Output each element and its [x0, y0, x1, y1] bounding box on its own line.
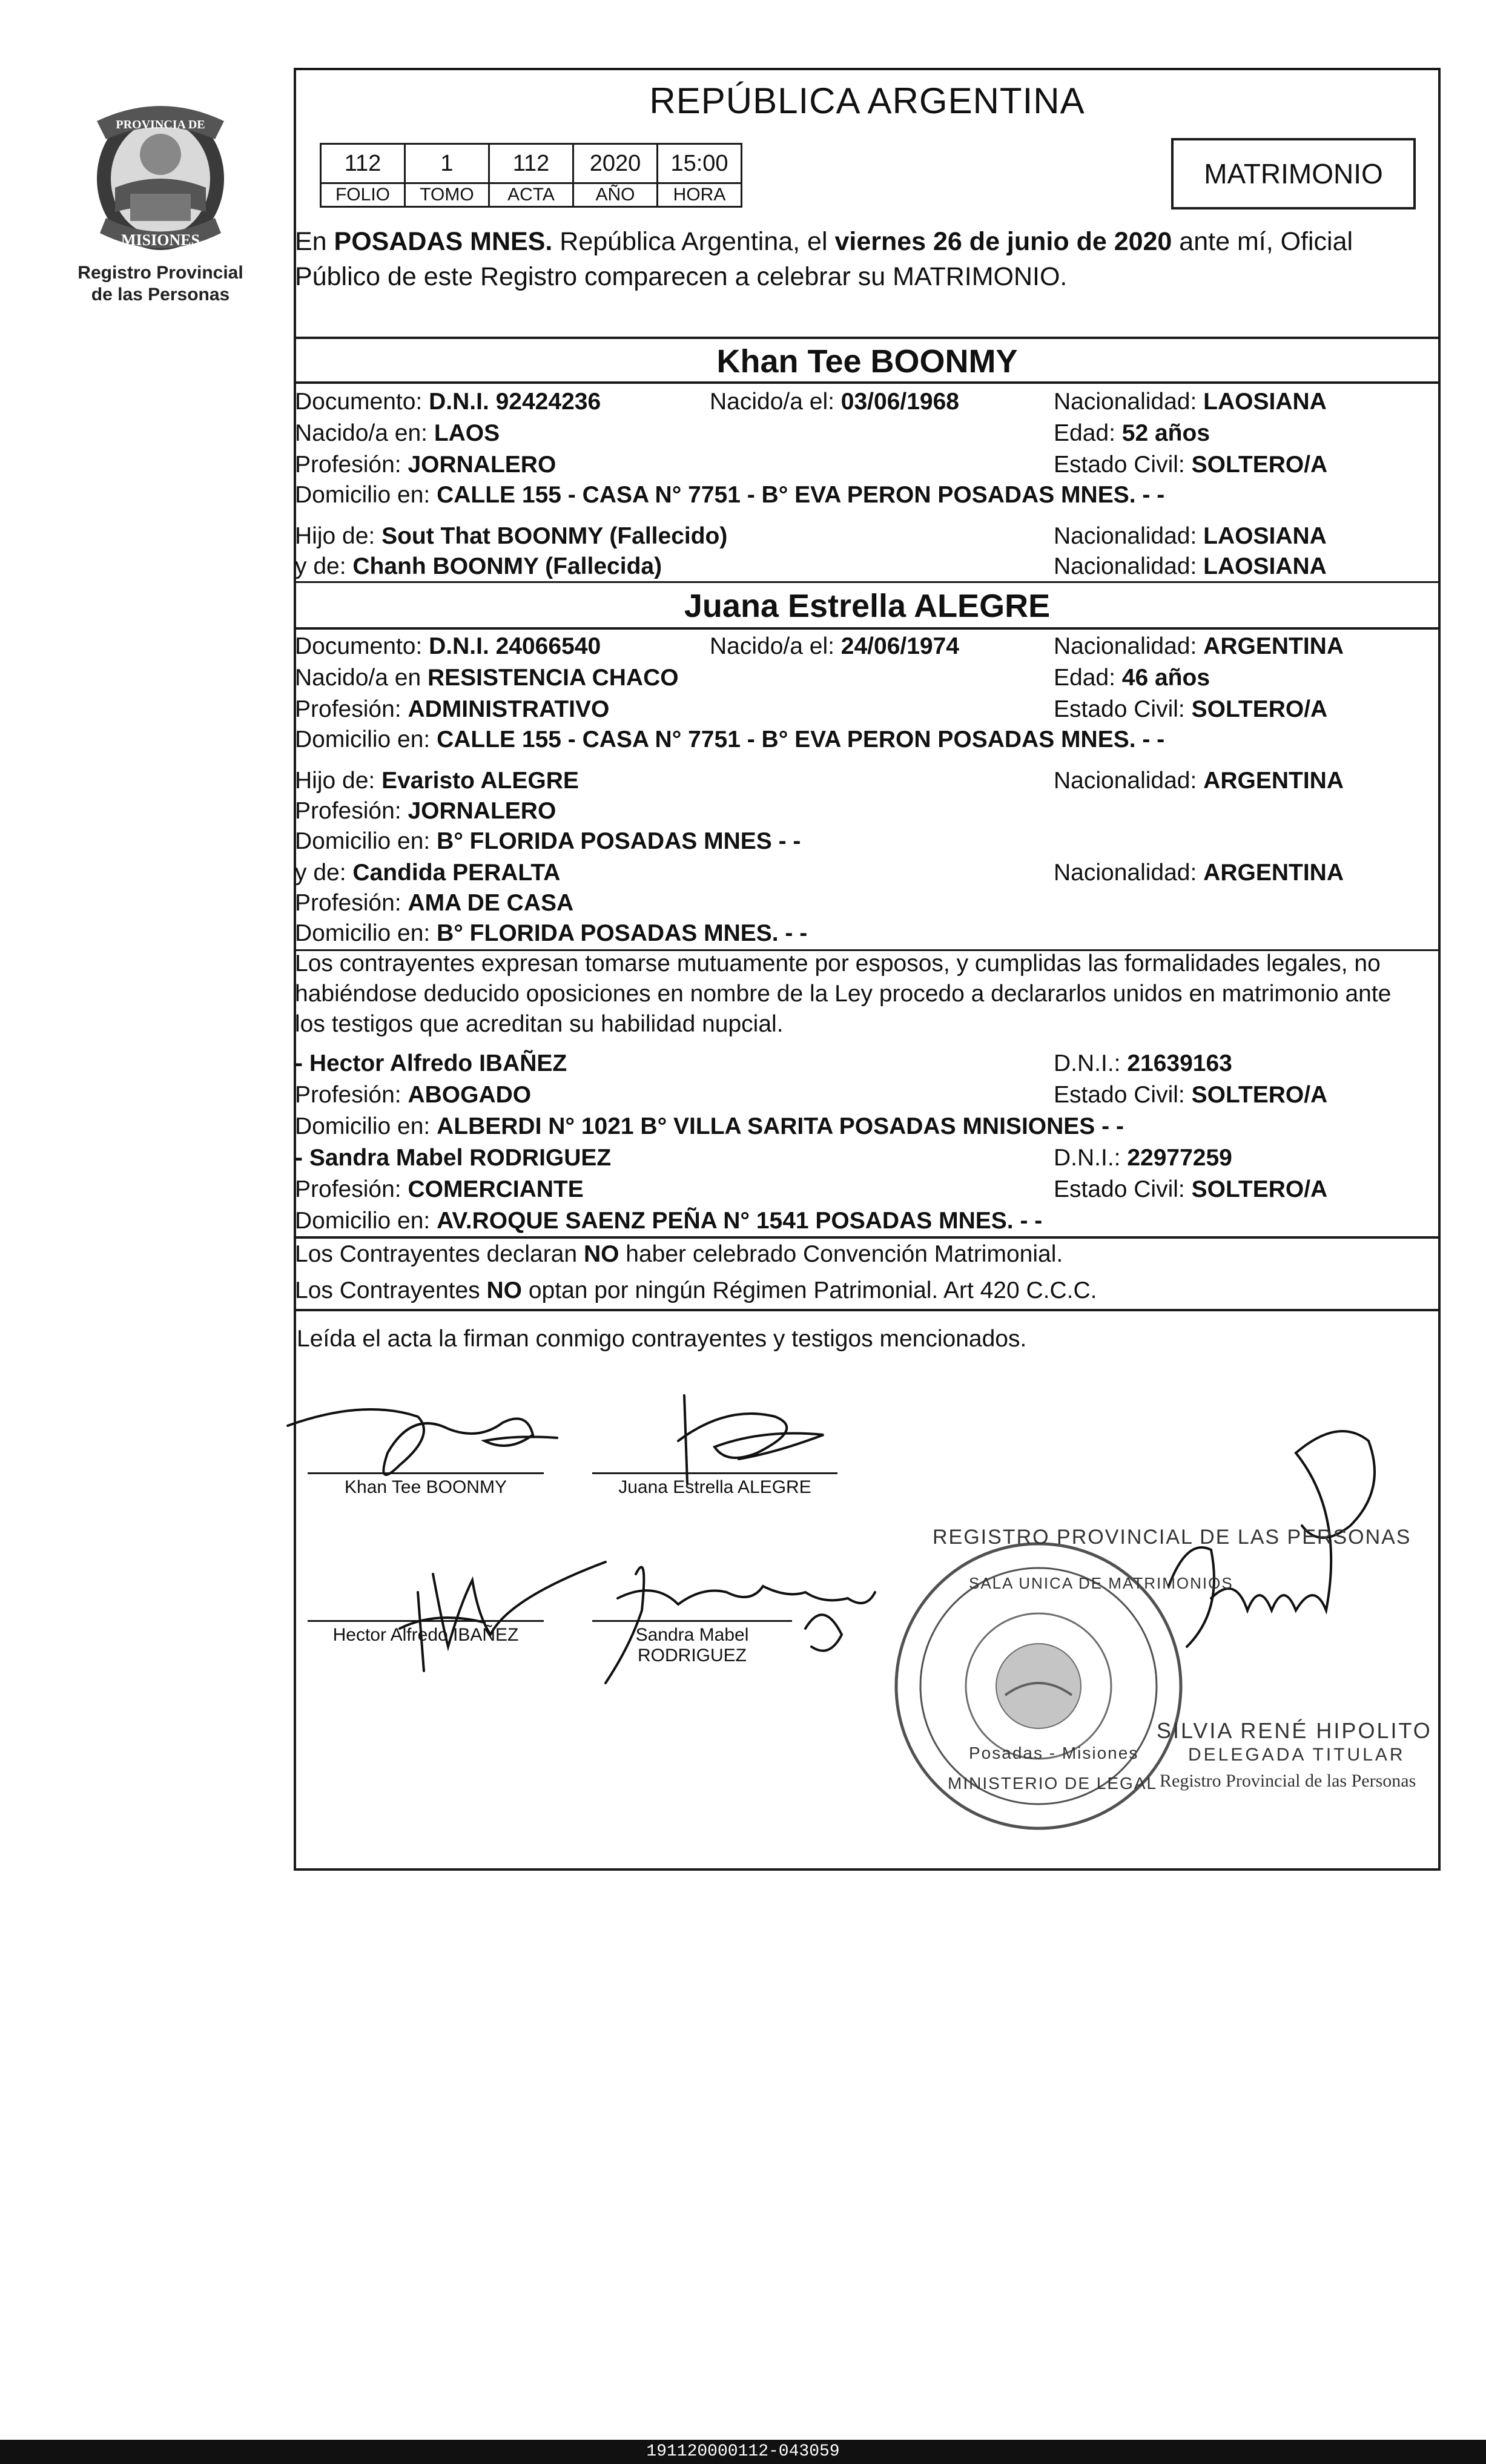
logo-caption: Registro Provincial de las Personas [78, 263, 243, 305]
footer-code-bar: 191120000112-043059 [0, 2440, 1486, 2464]
spouse1-document: Documento: D.N.I. 92424236 [295, 389, 601, 415]
stamp-city-text: Posadas - Misiones [969, 1744, 1139, 1762]
witness1-name: - Hector Alfredo IBAÑEZ [295, 1050, 567, 1076]
witness1-civil-status: Estado Civil: SOLTERO/A [1054, 1082, 1328, 1108]
spouse1-name: Khan Tee BOONMY [716, 343, 1018, 380]
svg-text:PROVINCIA DE: PROVINCIA DE [116, 118, 205, 131]
country-title: REPÚBLICA ARGENTINA [649, 81, 1085, 121]
folio-label: FOLIO [321, 183, 405, 207]
witness2-profession: Profesión: COMERCIANTE [295, 1176, 584, 1202]
declaration-line: los testigos que acreditan su habilidad nupcial. [295, 1011, 784, 1037]
official-office: Registro Provincial de las Personas [1160, 1771, 1416, 1791]
signature-spouse1 [288, 1409, 557, 1475]
spouse1-profession: Profesión: JORNALERO [295, 452, 556, 478]
convention-statement: Los Contrayentes declaran NO haber celebrado Convención Matrimonial. [295, 1241, 1063, 1267]
spouse1-birth-date: Nacido/a el: 03/06/1968 [710, 389, 959, 415]
signature-witness1 [400, 1562, 606, 1671]
spouse2-birth-place: Nacido/a en RESISTENCIA CHACO [295, 665, 679, 691]
spouse1-mother-nationality: Nacionalidad: LAOSIANA [1054, 553, 1327, 579]
spouse2-father-nationality: Nacionalidad: ARGENTINA [1054, 768, 1344, 794]
signature-label-witness2: Sandra Mabel RODRIGUEZ [635, 1625, 749, 1665]
stamp-ring-text: REGISTRO PROVINCIAL DE LAS PERSONAS [933, 1526, 1412, 1549]
witness1-profession: Profesión: ABOGADO [295, 1082, 532, 1108]
spouse2-mother-profession: Profesión: AMA DE CASA [295, 890, 574, 916]
spouse2-nationality: Nacionalidad: ARGENTINA [1054, 633, 1344, 659]
closing-statement: Leída el acta la firman conmigo contrayentes y testigos mencionados. [297, 1326, 1027, 1352]
spouse1-nationality: Nacionalidad: LAOSIANA [1054, 389, 1327, 415]
spouse2-address: Domicilio en: CALLE 155 - CASA N° 7751 - B° EVA PERON POSADAS MNES. - - [295, 726, 1165, 753]
witness1-address: Domicilio en: ALBERDI N° 1021 B° VILLA SARITA POSADAS MNISIONES - - [295, 1113, 1124, 1139]
spouse2-mother-nationality: Nacionalidad: ARGENTINA [1054, 860, 1344, 886]
regime-statement: Los Contrayentes NO optan por ningún Régimen Patrimonial. Art 420 C.C.C. [295, 1277, 1097, 1303]
witness2-civil-status: Estado Civil: SOLTERO/A [1054, 1176, 1328, 1202]
acta-label: ACTA [489, 183, 573, 207]
spouse2-father-address: Domicilio en: B° FLORIDA POSADAS MNES - - [295, 828, 801, 854]
spouse2-name: Juana Estrella ALEGRE [684, 588, 1051, 624]
spouse2-birth-date: Nacido/a el: 24/06/1974 [710, 633, 959, 659]
signature-label-witness1: Hector Alfredo IBAÑEZ [332, 1625, 519, 1645]
witness2-address: Domicilio en: AV.ROQUE SAENZ PEÑA N° 1541 POSADAS MNES. - - [295, 1208, 1043, 1234]
spouse1-civil-status: Estado Civil: SOLTERO/A [1054, 452, 1328, 478]
spouse2-document: Documento: D.N.I. 24066540 [295, 633, 601, 659]
time-value: 15:00 [658, 144, 742, 183]
document-type-box: MATRIMONIO [1171, 138, 1416, 209]
spouse1-mother: y de: Chanh BOONMY (Fallecida) [295, 553, 662, 579]
official-role: DELEGADA TITULAR [1188, 1745, 1405, 1765]
official-name: SILVIA RENÉ HIPOLITO [1157, 1718, 1432, 1743]
stamp-bottom-text: MINISTERIO DE LEGAL [948, 1774, 1158, 1793]
stamp-inner-text: SALA UNICA DE MATRIMONIOS [969, 1574, 1233, 1592]
witness2-dni: D.N.I.: 22977259 [1054, 1145, 1232, 1171]
spouse2-profession: Profesión: ADMINISTRATIVO [295, 696, 610, 722]
acta-value: 112 [489, 144, 573, 183]
time-label: HORA [658, 183, 742, 207]
signature-label-spouse2: Juana Estrella ALEGRE [618, 1477, 811, 1497]
signature-witness2 [606, 1567, 875, 1683]
declaration-line: Los contrayentes expresan tomarse mutuamente por esposos, y cumplidas las formalidades legales, no [295, 950, 1381, 977]
witness2-name: - Sandra Mabel RODRIGUEZ [295, 1145, 612, 1171]
spouse1-address: Domicilio en: CALLE 155 - CASA N° 7751 - B° EVA PERON POSADAS MNES. - - [295, 482, 1165, 508]
spouse2-civil-status: Estado Civil: SOLTERO/A [1054, 696, 1328, 722]
tomo-value: 1 [405, 144, 489, 183]
spouse2-age: Edad: 46 años [1054, 665, 1210, 691]
intro-paragraph: En POSADAS MNES. República Argentina, el viernes 26 de junio de 2020 ante mí, Oficial Público de este Registro comparecen a celebrar su MATRIMONIO. [295, 227, 1353, 291]
spouse2-father-profession: Profesión: JORNALERO [295, 798, 556, 824]
signature-label-spouse1: Khan Tee BOONMY [345, 1477, 507, 1497]
spouse2-mother: y de: Candida PERALTA [295, 860, 561, 886]
spouse1-father-nationality: Nacionalidad: LAOSIANA [1054, 523, 1327, 549]
spouse1-age: Edad: 52 años [1054, 420, 1210, 446]
folio-value: 112 [321, 144, 405, 183]
witness1-dni: D.N.I.: 21639163 [1054, 1050, 1232, 1076]
year-value: 2020 [573, 144, 658, 183]
tomo-label: TOMO [405, 183, 489, 207]
spouse1-father: Hijo de: Sout That BOONMY (Fallecido) [295, 523, 728, 549]
svg-text:MISIONES: MISIONES [121, 231, 200, 249]
spouse2-father: Hijo de: Evaristo ALEGRE [295, 768, 579, 794]
year-label: AÑO [573, 183, 658, 207]
declaration-line: habiéndose deducido oposiciones en nombre de la Ley procedo a declararlos unidos en matrimonio ante [295, 981, 1392, 1007]
spouse1-birth-place: Nacido/a en: LAOS [295, 420, 500, 446]
signature-spouse2 [678, 1395, 824, 1483]
spouse2-mother-address: Domicilio en: B° FLORIDA POSADAS MNES. - - [295, 920, 808, 946]
